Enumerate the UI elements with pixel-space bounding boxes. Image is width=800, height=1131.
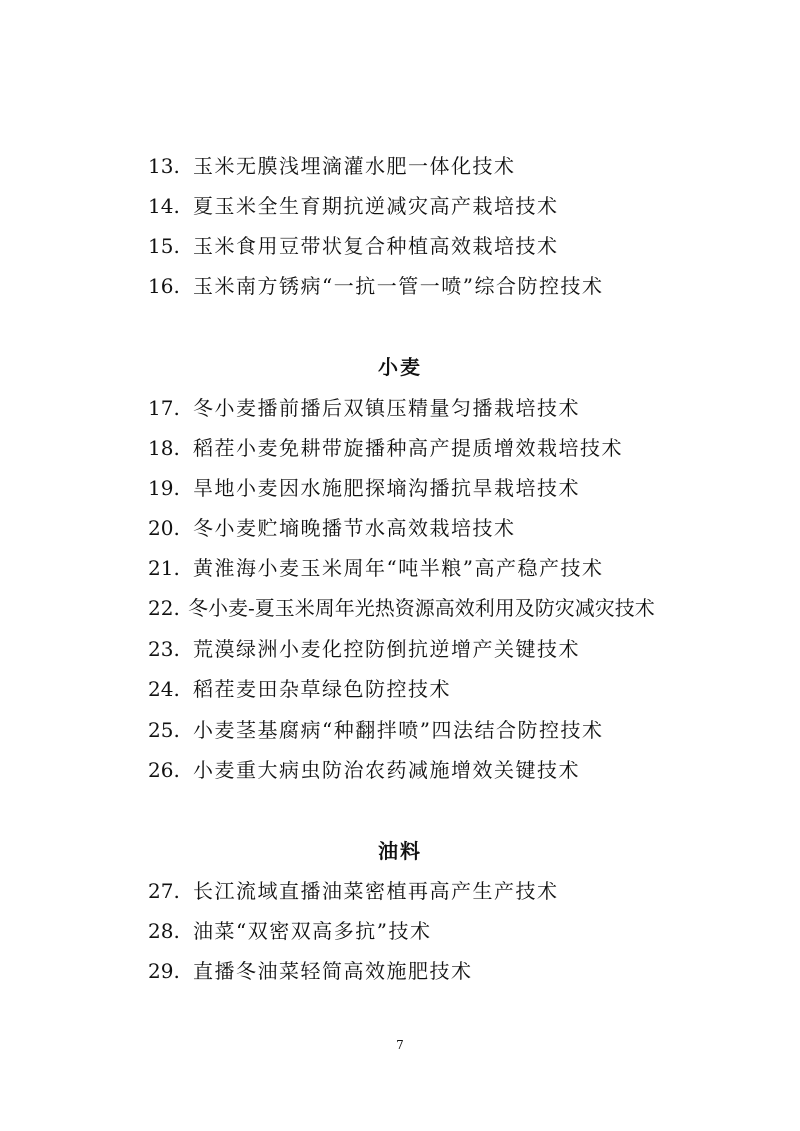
- item-number: 25.: [148, 718, 180, 742]
- item-number: 17.: [148, 396, 180, 420]
- item-number: 29.: [148, 959, 180, 983]
- item-text: 玉米无膜浅埋滴灌水肥一体化技术: [193, 154, 516, 178]
- item-text: 冬小麦-夏玉米周年光热资源高效利用及防灾减灾技术: [188, 596, 655, 620]
- item-number: 24.: [148, 677, 180, 701]
- item-text: 黄淮海小麦玉米周年“吨半粮”高产稳产技术: [193, 556, 604, 580]
- list-item: [148, 593, 655, 623]
- item-text: 荒漠绿洲小麦化控防倒抗逆增产关键技术: [193, 637, 580, 661]
- list-item: [148, 231, 559, 261]
- item-text: 小麦茎基腐病“种翻拌喷”四法结合防控技术: [193, 718, 604, 742]
- item-text: 小麦重大病虫防治农药减施增效关键技术: [193, 758, 580, 782]
- item-number: 26.: [148, 758, 180, 782]
- list-item: [148, 191, 559, 221]
- list-item: [148, 553, 603, 583]
- item-text: 稻茬小麦免耕带旋播种高产提质增效栽培技术: [193, 436, 623, 460]
- item-number: 19.: [148, 476, 180, 500]
- list-item: [148, 513, 516, 543]
- list-item: [148, 715, 603, 745]
- page-number: 7: [396, 1038, 404, 1052]
- item-number: 13.: [148, 154, 180, 178]
- item-text: 稻茬麦田杂草绿色防控技术: [193, 677, 451, 701]
- item-text: 直播冬油菜轻简高效施肥技术: [193, 959, 473, 983]
- item-number: 20.: [148, 516, 180, 540]
- item-text: 冬小麦播前播后双镇压精量匀播栽培技术: [193, 396, 580, 420]
- item-text: 油菜“双密双高多抗”技术: [193, 919, 432, 943]
- list-item: [148, 956, 473, 986]
- item-number: 28.: [148, 919, 180, 943]
- item-text: 夏玉米全生育期抗逆减灾高产栽培技术: [193, 194, 559, 218]
- list-item: [148, 151, 516, 181]
- item-text: 玉米南方锈病“一抗一管一喷”综合防控技术: [193, 274, 604, 298]
- list-item: [148, 433, 623, 463]
- list-item: [148, 876, 559, 906]
- item-number: 21.: [148, 556, 180, 580]
- item-number: 18.: [148, 436, 180, 460]
- list-item: [148, 393, 580, 423]
- item-text: 玉米食用豆带状复合种植高效栽培技术: [193, 234, 559, 258]
- item-number: 23.: [148, 637, 180, 661]
- list-item: [148, 634, 580, 664]
- section-heading-oilseeds: 油料: [378, 839, 422, 863]
- list-item: [148, 271, 603, 301]
- item-number: 22.: [148, 596, 180, 620]
- list-item: [148, 755, 580, 785]
- item-text: 冬小麦贮墒晚播节水高效栽培技术: [193, 516, 516, 540]
- item-number: 16.: [148, 274, 180, 298]
- item-text: 长江流域直播油菜密植再高产生产技术: [193, 879, 559, 903]
- list-item: [148, 674, 451, 704]
- section-heading-wheat: 小麦: [378, 355, 422, 379]
- list-item: [148, 473, 580, 503]
- item-number: 14.: [148, 194, 180, 218]
- item-number: 27.: [148, 879, 180, 903]
- item-number: 15.: [148, 234, 180, 258]
- item-text: 旱地小麦因水施肥探墒沟播抗旱栽培技术: [193, 476, 580, 500]
- list-item: [148, 916, 431, 946]
